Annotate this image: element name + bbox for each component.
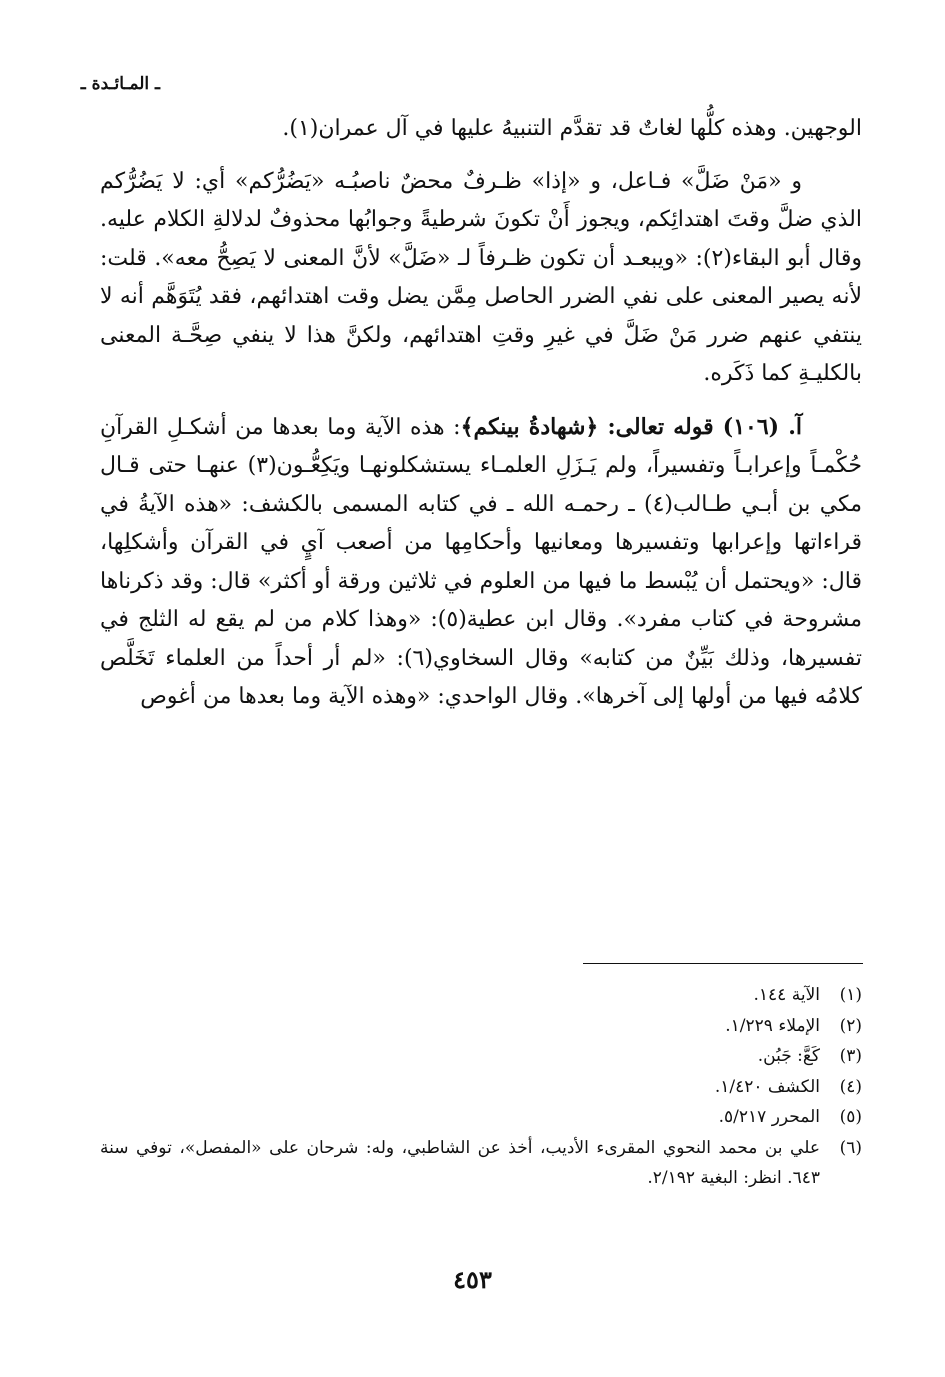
page-number: ٤٥٣ bbox=[453, 1265, 492, 1294]
footnote-text: الآية ١٤٤. bbox=[753, 985, 820, 1005]
footnote-text: المحرر ٥/٢١٧. bbox=[718, 1107, 820, 1127]
footnote-text: الكشف ١/٤٢٠. bbox=[714, 1076, 820, 1097]
footnote-6 bbox=[100, 1133, 862, 1194]
footnote-4 bbox=[100, 1072, 862, 1103]
footnote-number: (٤) bbox=[839, 1076, 862, 1097]
verse-marker: آ. (١٠٦) قوله تعالى: ﴿شهادةُ بينكم﴾ bbox=[460, 413, 803, 440]
running-header: ـ المـائـدة ـ bbox=[80, 74, 160, 94]
footnote-3 bbox=[100, 1041, 862, 1072]
footnote-number: (١) bbox=[839, 985, 862, 1005]
footnote-divider bbox=[583, 963, 863, 964]
paragraph-3 bbox=[100, 408, 862, 717]
footnote-5 bbox=[100, 1102, 862, 1133]
footnote-2 bbox=[100, 1011, 862, 1042]
footnote-1 bbox=[100, 980, 862, 1011]
footnote-number: (٢) bbox=[839, 1015, 862, 1036]
footnote-text: الإملاء ١/٢٢٩. bbox=[725, 1015, 820, 1036]
main-text bbox=[100, 110, 862, 717]
footnote-text: كَعَّ: جَبُن. bbox=[757, 1046, 820, 1066]
paragraph-2: و «مَنْ ضَلَّ» فـاعل، و «إذا» ظـرفٌ محضٌ ناصبُـه «يَضُرُّكم» أي: لا يَضُرُّكم الذي ضلَّ وقتَ اهتدائِكم، ويجوز أَنْ تكونَ شرطيةً وجوابُها محذوفٌ لدلالةِ الكلام عليه. وقال أبو البقاء(٢): «ويبعـد أن تكون ظـرفاً لـ «ضَلَّ» لأنَّ المعنى لا يَصِحُّ معه». قلت: لأنه يصير المعنى على نفي الضرر الحاصل مِمَّن يضل وقت اهتدائهم، فقد يُتَوَهَّم أنه لا ينتفي عنهم ضرر مَنْ ضَلَّ في غيرِ وقتِ اهتدائهم، ولكنَّ هذا لا ينفي صِحَّـة المعنى بالكليـةِ كما ذَكَره. bbox=[100, 168, 862, 386]
footnotes bbox=[100, 980, 862, 1194]
footnote-number: (٦) bbox=[839, 1137, 862, 1158]
footnote-number: (٣) bbox=[839, 1046, 862, 1066]
verse-commentary: : هذه الآية وما بعدها من أشكـلِ القرآنِ حُكْمـاً وإعرابـاً وتفسيراً، ولم يَـزَلِ العلمـاء يستشكلونهـا ويَكِعُّـون(٣) عنهـا حتى قـال مكي بن أبـي طـالب(٤) ـ رحمـه الله ـ في كتابه المسمى بالكشف: «هذه الآيةُ في قراءاتها وإعرابها وتفسيرها ومعانيها وأحكامِها من أصعب آيٍ في القرآن وأشكلِها، قال: «ويحتمل أن يُبْسط ما فيها من العلوم في ثلاثين ورقة أو أكثر» قال: وقد ذكرناها مشروحة في كتاب مفرد». وقال ابن عطية(٥): «وهذا كلام من لم يقع له الثلج في تفسيرها، وذلك بَيِّنٌ من كتابه» وقال السخاوي(٦): «لم أر أحداً من العلماء تَخَلَّص كلامُه فيها من أولها إلى آخرها». وقال الواحدي: «وهذه الآية وما بعدها من أغوص bbox=[100, 414, 862, 709]
paragraph-1: الوجهين. وهذه كلُّها لغاتٌ قد تقدَّم التنبيهُ عليها في آل عمران(١). bbox=[282, 116, 862, 141]
footnote-text: علي بن محمد النحوي المقرىء الأديب، أخذ عن الشاطبي، وله: شرحان على «المفصل»، توفي سنة ٦٤٣. انظر: البغية ٢/١٩٢. bbox=[100, 1137, 820, 1188]
footnote-number: (٥) bbox=[839, 1107, 862, 1127]
